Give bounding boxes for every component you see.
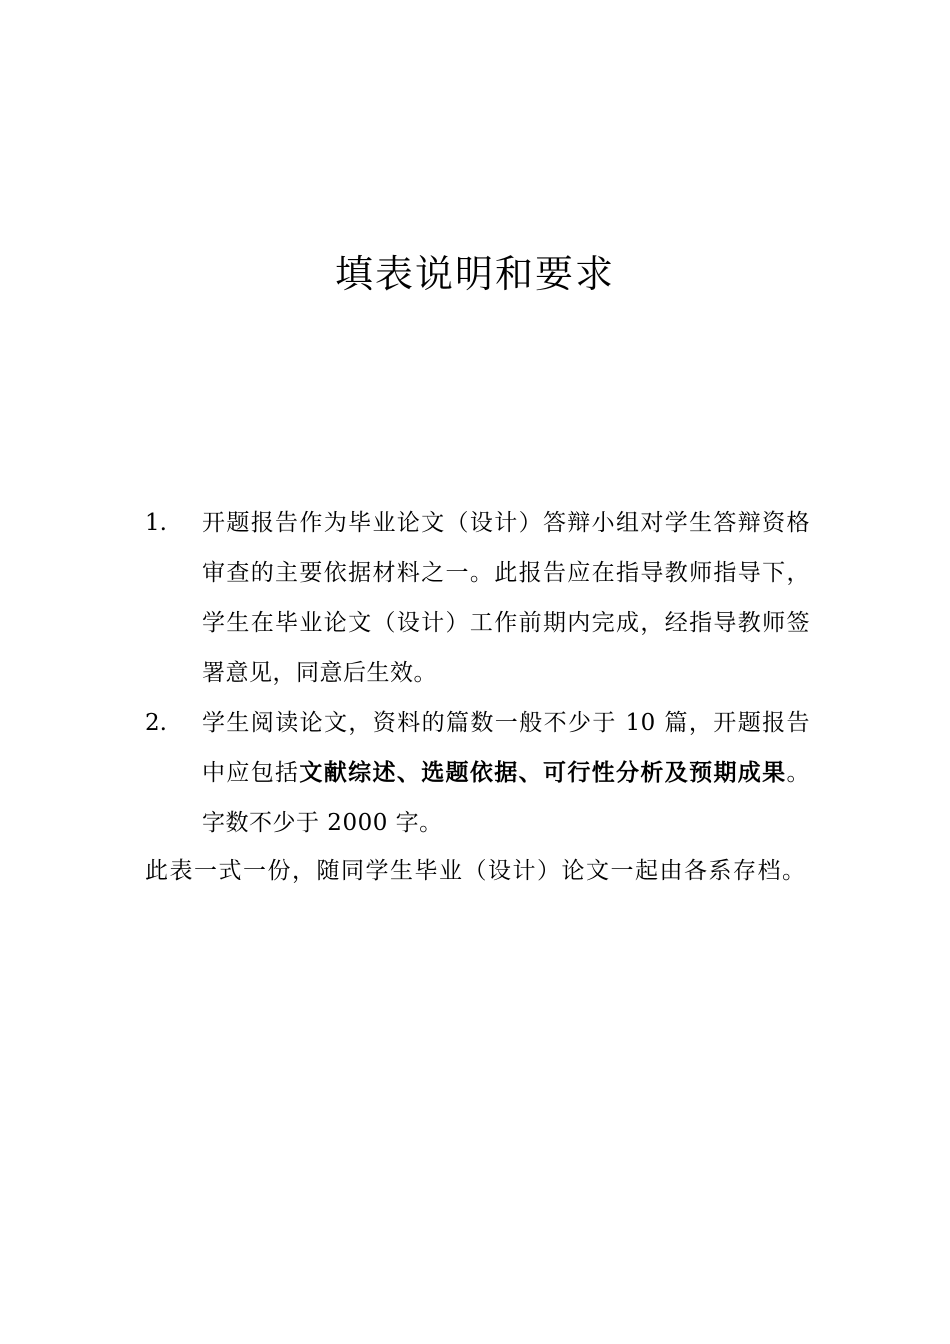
item-text-bold: 文献综述、选题依据、可行性分析及预期成果 — [299, 760, 787, 786]
archive-note: 此表一式一份，随同学生毕业（设计）论文一起由各系存档。 — [145, 858, 807, 884]
instruction-item-2 — [145, 698, 810, 848]
page-title: 填表说明和要求 — [334, 252, 615, 296]
item-text — [202, 698, 810, 848]
instruction-item-1 — [145, 498, 810, 698]
item-text-after: 。字数不少于 2000 字。 — [202, 760, 811, 836]
item-number: 2. — [145, 710, 167, 736]
instruction-list — [145, 498, 810, 848]
item-text-before: 学生阅读论文，资料的篇数一般不少于 10 篇，开题报告中应包括 — [202, 710, 810, 786]
item-number: 1. — [145, 510, 167, 536]
item-text: 开题报告作为毕业论文（设计）答辩小组对学生答辩资格审查的主要依据材料之一。此报告应在指导教师指导下，学生在毕业论文（设计）工作前期内完成，经指导教师签署意见，同意后生效。 — [202, 510, 810, 686]
